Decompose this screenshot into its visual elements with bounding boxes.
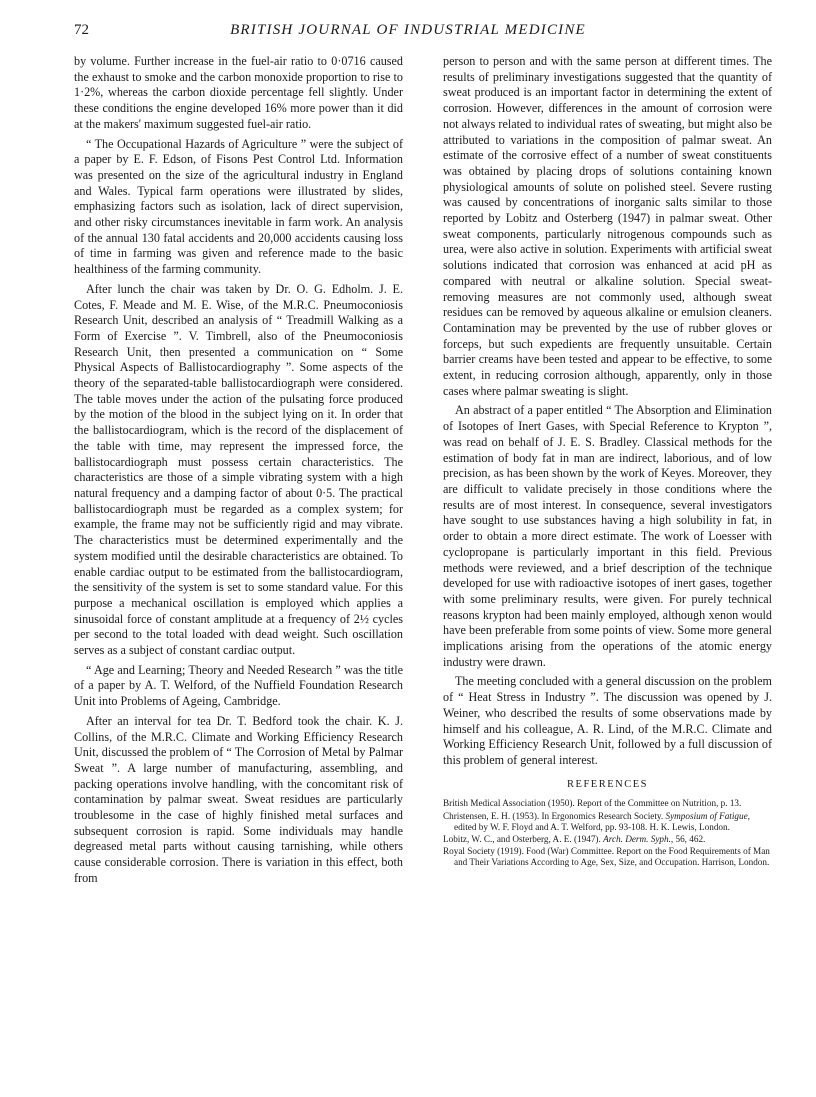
paragraph: “ The Occupational Hazards of Agriculture ” were the subject of a paper by E. F. Edson, of Fisons Pest Control Ltd. Information was presented on the size of the agricultural industry in England and Wales. Typical farm operations were illustrated by slides, emphasizing factors such as isolation, lack of direct supervision, and other risky circumstances inevitable in farm work. An analysis of the annual 130 fatal accidents and 20,000 accidents causing loss of time in farming was given and reference made to the basic healthiness of the farming community.: [74, 136, 403, 277]
reference-title: Symposium of Fatigue: [665, 810, 748, 821]
paragraph: After lunch the chair was taken by Dr. O. G. Edholm. J. E. Cotes, F. Meade and M. E. Wise, of the M.R.C. Pneumoconiosis Research Unit, described an analysis of “ Treadmill Walking as a Form of Exercise ”. V. Timbrell, also of the Pneumoconiosis Research Unit, then presented a communication on “ Some Physical Aspects of Ballistocardiography ”. Some aspects of the theory of the separated-table ballistocardiograph were considered. The table moves under the action of the pulsating force produced by the motion of the blood in the subject lying on it. In order that the ballistocardiogram, which is the record of the displacement of the table with time, may represent the impressed force, the ballistocardiograph must possess certain characteristics. The characteristics are those of a simple vibrating system with a high natural frequency and a damping factor of about 0·5. The practical ballistocardiograph must be regarded as a complex system; for example, the frame may not be sufficiently rigid and may vibrate. The characteristics must be determined experimentally and the system modified until the desirable characteristics are obtained. To enable cardiac output to be estimated from the ballistocardiogram, the sensitivity of the system is set to some standard value. For this purpose a mechanical oscillation is employed which applies a sinusoidal force of constant amplitude at a frequency of 2½ cycles per second to the total loaded with dead weight. Such oscillation serves as a subject of constant cardiac output.: [74, 281, 403, 658]
reference-item: [443, 834, 772, 845]
reference-text: Lobitz, W. C., and Osterberg, A. E. (1947).: [443, 833, 601, 844]
reference-text: Royal Society (1919). Food (War) Committee. Report on the Food Requirements of Man and Their Variations According to Age, Sex, Size, and Occupation. Harrison, London.: [443, 846, 770, 868]
references-heading: REFERENCES: [567, 778, 648, 790]
left-column: [74, 54, 403, 891]
journal-title: BRITISH JOURNAL OF INDUSTRIAL MEDICINE: [230, 22, 586, 38]
reference-text: British Medical Association (1950). Report of the Committee on Nutrition, p. 13.: [443, 798, 742, 809]
reference-text: , 56, 462.: [670, 833, 706, 844]
running-head: [74, 22, 742, 48]
paragraph: “ Age and Learning; Theory and Needed Research ” was the title of a paper by A. T. Welford, of the Nuffield Foundation Research Unit into Problems of Ageing, Cambridge.: [74, 662, 403, 709]
paragraph: The meeting concluded with a general discussion on the problem of “ Heat Stress in Industry ”. The discussion was opened by J. Weiner, who described the results of some observations made by himself and his colleague, A. R. Lind, of the M.R.C. Climate and Working Efficiency Research Unit, followed by a full discussion of this problem of general interest.: [443, 674, 772, 767]
paragraph: person to person and with the same person at different times. The results of preliminary investigations suggested that the quantity of sweat produced is an important factor in determining the extent of corrosion. However, differences in the amount of corrosion were not always related to individual rates of sweating, but might also be attributed to variations in the composition of palmar sweat. An estimate of the corrosive effect of a number of sweat constituents was obtained by placing drops of solutions containing known physiological amounts of solute on polished steel. Severe rusting was caused by concentrations of inorganic salts similar to those reported by Lobitz and Osterberg (1947) in palmar sweat. Other sweat components, particularly nitrogenous compounds such as urea, were also active in solution. Experiments with artificial sweat solutions indicated that corrosion was enhanced at acid pH as compared with neutral or alkaline solution. Special sweat-removing measures are not commonly used, although sweat residues can be removed by aqueous alkaline or emulsion cleaners. Contamination may be prevented by the use of rubber gloves or forceps, but such expedients are frequently unsuitable. Certain barrier creams have been tested and appear to be effective, to some extent, in reducing corrosion although, apparently, only in those cases where palmar sweating is slight.: [443, 54, 772, 398]
paragraph: An abstract of a paper entitled “ The Absorption and Elimination of Isotopes of Inert Gases, with Special Reference to Krypton ”, was read on behalf of J. E. S. Bradley. Classical methods for the estimation of body fat in man are indirect, laborious, and of low precision, as has been shown by the work of Keyes. Moreover, they are difficult to validate precisely in those conditions where the results are of most interest. In consequence, several investigators have sought to use substances having a high solubility in fat, in order to obtain a more direct estimate. The work of Loesser with cyclopropane is particularly important in this field. Previous methods were reviewed, and a brief description of the technique developed for use with radioactive isotopes of inert gases, together with some preliminary results, were given. For purely technical reasons krypton had been mainly employed, although xenon would have been preferable from some points of view. Some more general implications arising from the operations of the atomic energy industry were drawn.: [443, 403, 772, 669]
reference-item: [443, 846, 772, 868]
reference-text: , edited by W. F. Floyd and A. T. Welford, pp. 93-108. H. K. Lewis, London.: [454, 810, 750, 832]
reference-text: Christensen, E. H. (1953). In Ergonomics Research Society.: [443, 810, 664, 821]
right-column: [443, 54, 772, 870]
reference-item: [443, 798, 772, 809]
paragraph: After an interval for tea Dr. T. Bedford took the chair. K. J. Collins, of the M.R.C. Climate and Working Efficiency Research Unit, discussed the problem of “ The Corrosion of Metal by Palmar Sweat ”. A large number of manufacturing, assembling, and packing operations involve handling, with the concomitant risk of contamination by palmar sweat. Sweat residues are particularly troublesome in the case of highly finished metal surfaces and subsequent corrosion is rapid. Some individuals may handle degreased metal parts without causing tarnishing, while others cause considerable corrosion. There is variation in this effect, both from: [74, 713, 403, 885]
reference-journal: Arch. Derm. Syph.: [603, 833, 671, 844]
reference-item: [443, 811, 772, 833]
paragraph: by volume. Further increase in the fuel-air ratio to 0·0716 caused the exhaust to smoke and the carbon monoxide proportion to rise to 1·2%, whereas the carbon dioxide percentage fell slightly. Under these conditions the engine developed 16% more power than it did at the makers' maximum suggested fuel-air ratio.: [74, 54, 403, 131]
page-number: 72: [74, 22, 89, 38]
